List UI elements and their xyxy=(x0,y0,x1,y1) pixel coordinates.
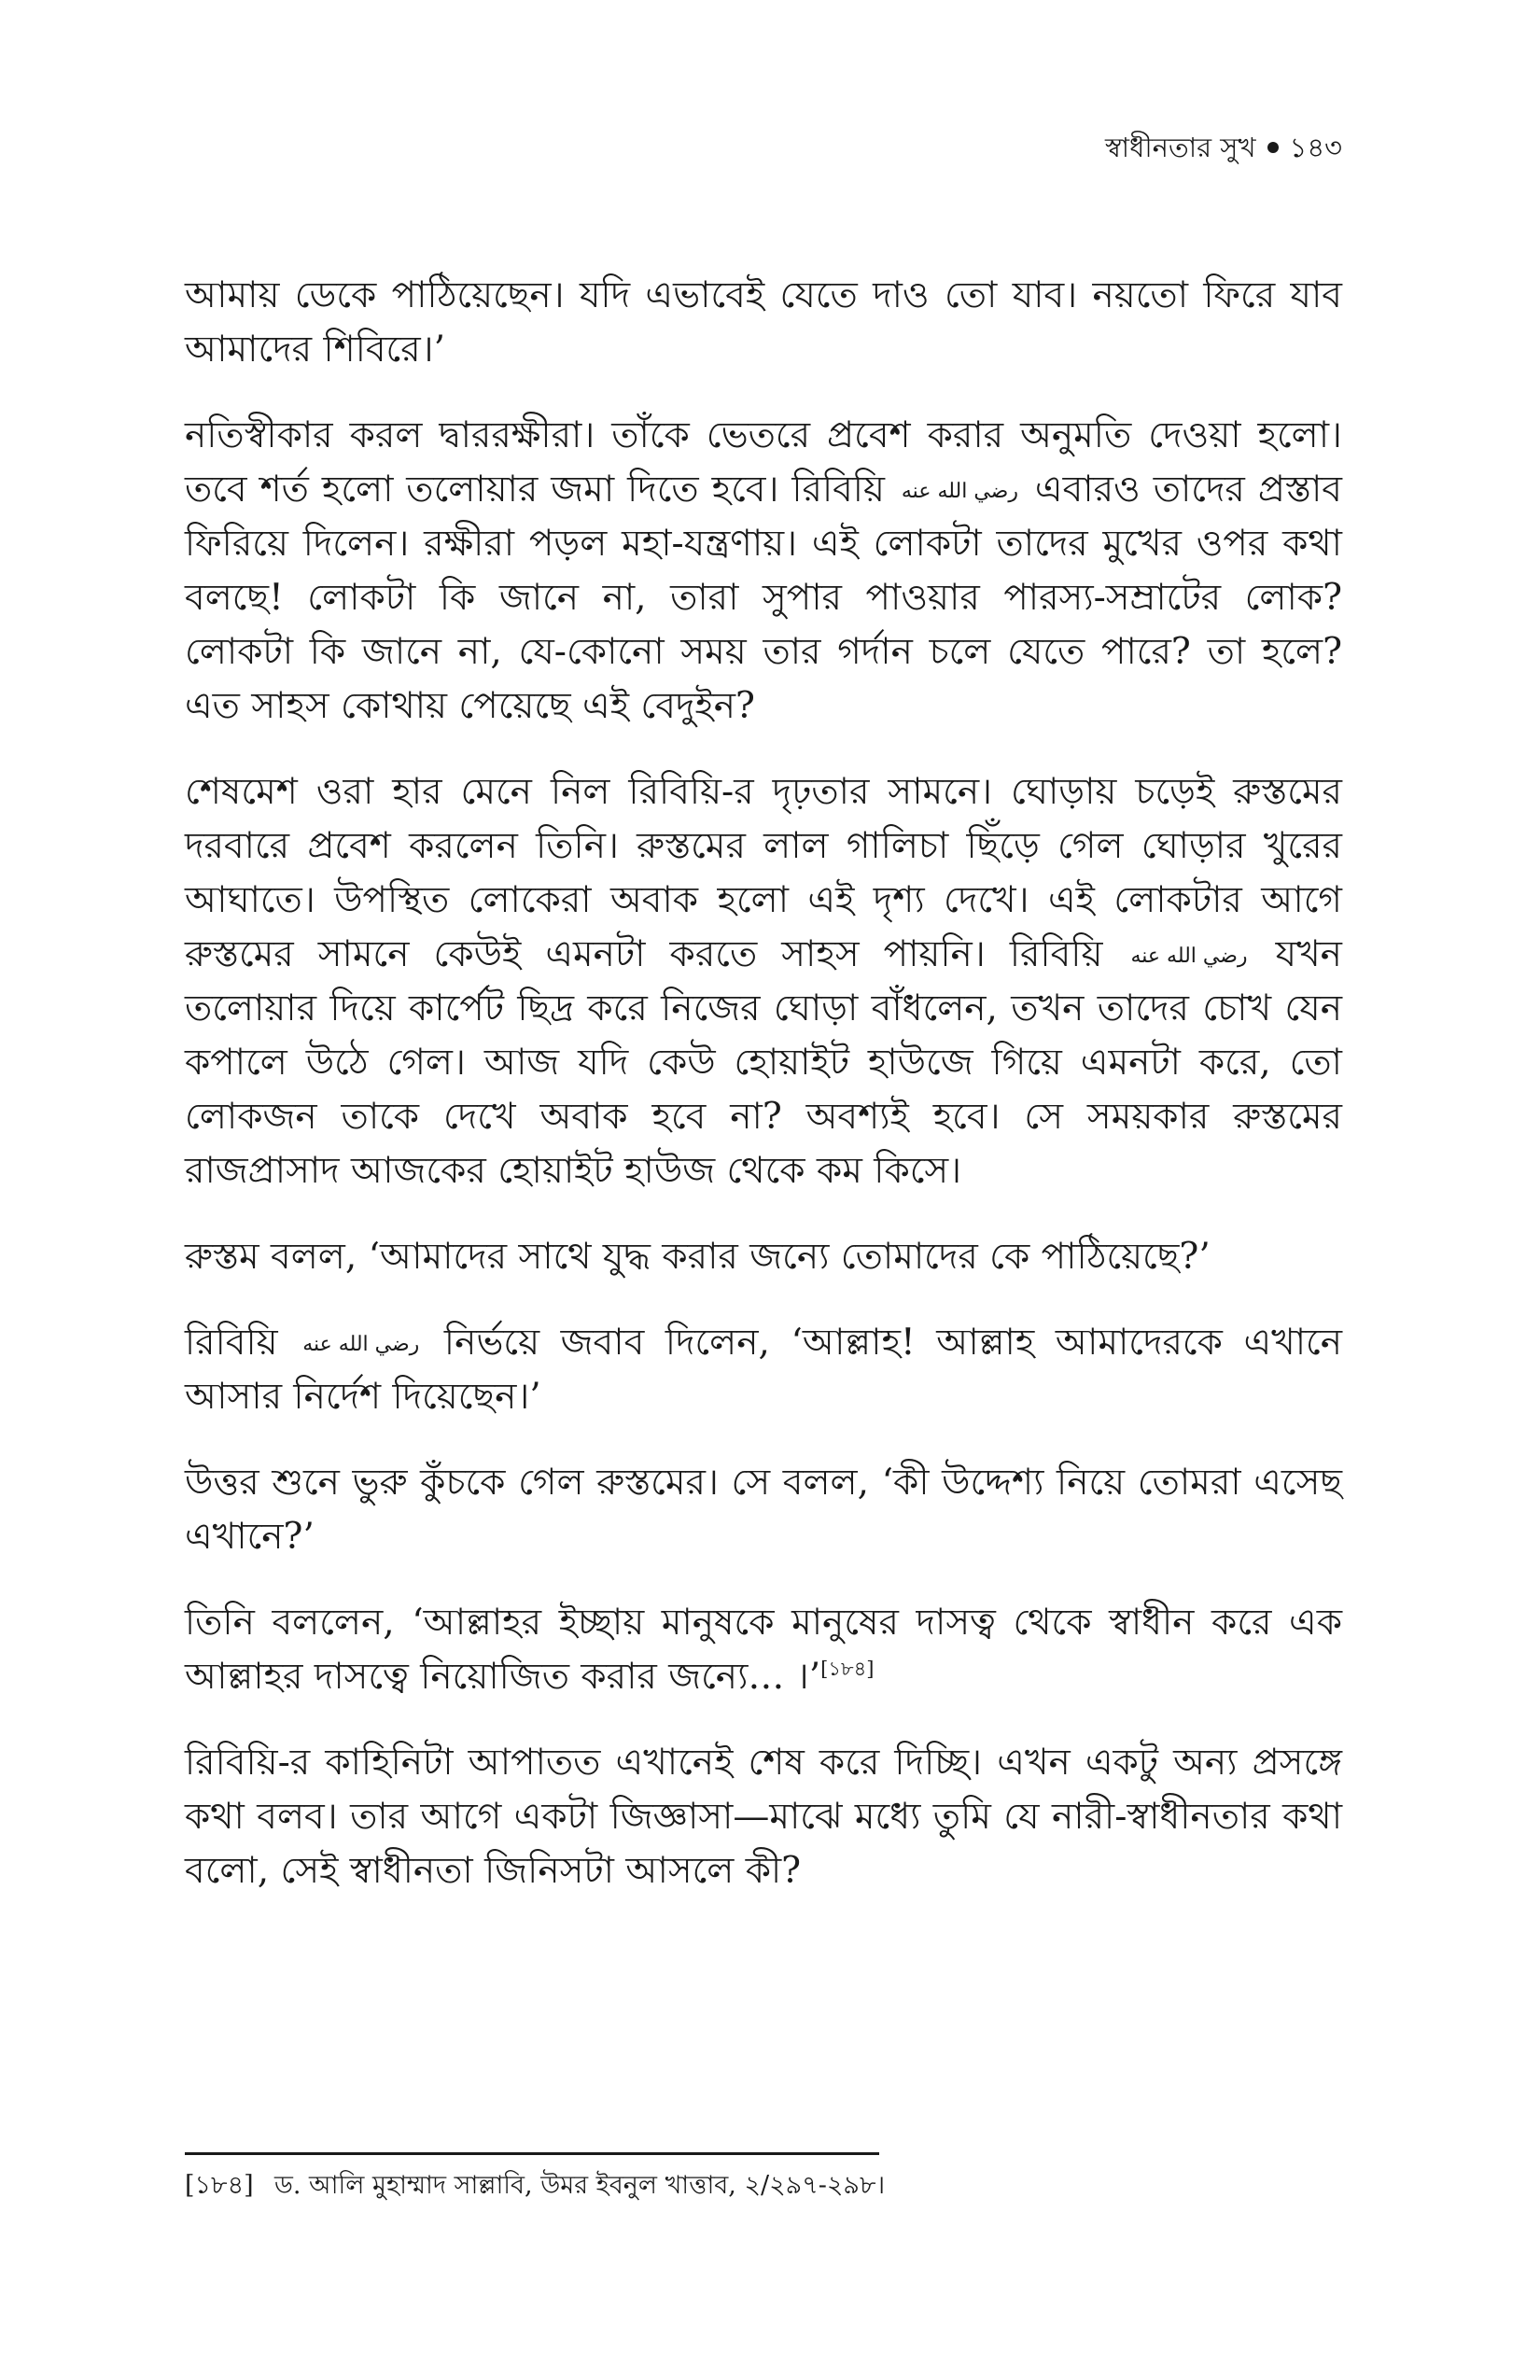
page-number: ১৪৩ xyxy=(1289,132,1342,163)
bullet-separator-icon xyxy=(1267,142,1279,153)
paragraph-6-text: উত্তর শুনে ভুরু কুঁচকে গেল রুস্তমের। সে বলল, ‘কী উদ্দেশ্য নিয়ে তোমরা এসেছ এখানে?’ xyxy=(185,1462,1342,1558)
paragraph-3 xyxy=(185,765,1342,1198)
footnote-reference[interactable]: [১৮৪] xyxy=(820,1658,875,1680)
paragraph-7-text: তিনি বললেন, ‘আল্লাহর ইচ্ছায় মানুষকে মানুষের দাসত্ব থেকে স্বাধীন করে এক আল্লাহর দাসত্বে নিয়োজিত করার জন্যে… ।’ xyxy=(185,1602,1342,1698)
footnote xyxy=(185,2167,1342,2205)
paragraph-4 xyxy=(185,1230,1342,1284)
paragraph-3-text-a: শেষমেশ ওরা হার মেনে নিল রিবিয়ি-র দৃঢ়তার সামনে। ঘোড়ায় চড়েই রুস্তমের দরবারে প্রবেশ করলেন তিনি। রুস্তমের লাল গালিচা ছিঁড়ে গেল ঘোড়ার খুরের আঘাতে। উপস্থিত লোকেরা অবাক হলো এই দৃশ্য দেখে। এই লোকটার আগে রুস্তমের সামনে কেউই এমনটা করতে সাহস পায়নি। রিবিয়ি xyxy=(185,771,1342,975)
paragraph-6 xyxy=(185,1456,1342,1564)
paragraph-2 xyxy=(185,409,1342,734)
footnote-divider xyxy=(185,2152,879,2155)
paragraph-2-text-b: এবারও তাদের প্রস্তাব ফিরিয়ে দিলেন। রক্ষীরা পড়ল মহা-যন্ত্রণায়। এই লোকটা তাদের মুখের ওপর কথা বলছে! লোকটা কি জানে না, তারা সুপার পাওয়ার পারস্য-সম্রাটের লোক? লোকটা কি জানে না, যে-কোনো সময় তার গর্দান চলে যেতে পারে? তা হলে? এত সাহস কোথায় পেয়েছে এই বেদুইন? xyxy=(185,469,1342,727)
paragraph-7 xyxy=(185,1596,1342,1704)
paragraph-1 xyxy=(185,269,1342,377)
paragraph-2-text-a: নতিস্বীকার করল দ্বাররক্ষীরা। তাঁকে ভেতরে প্রবেশ করার অনুমতি দেওয়া হলো। তবে শর্ত হলো তলোয়ার জমা দিতে হবে। রিবিয়ি xyxy=(185,414,1342,511)
paragraph-3-text-b: যখন তলোয়ার দিয়ে কার্পেট ছিদ্র করে নিজের ঘোড়া বাঁধলেন, তখন তাদের চোখ যেন কপালে উঠে গেল। আজ যদি কেউ হোয়াইট হাউজে গিয়ে এমনটা করে, তো লোকজন তাকে দেখে অবাক হবে না? অবশ্যই হবে। সে সময়কার রুস্তমের রাজপ্রাসাদ আজকের হোয়াইট হাউজ থেকে কম কিসে। xyxy=(185,933,1342,1192)
body-text xyxy=(185,269,1342,1930)
honorific-ligature-icon: رضي الله عنه xyxy=(901,480,1018,503)
paragraph-5-text-b: নির্ভয়ে জবাব দিলেন, ‘আল্লাহ! আল্লাহ আমাদেরকে এখানে আসার নির্দেশ দিয়েছেন।’ xyxy=(185,1322,1343,1418)
paragraph-4-text: রুস্তম বলল, ‘আমাদের সাথে যুদ্ধ করার জন্যে তোমাদের কে পাঠিয়েছে?’ xyxy=(185,1236,1211,1278)
paragraph-5-text-a: রিবিয়ি xyxy=(185,1322,278,1364)
paragraph-8 xyxy=(185,1736,1342,1898)
paragraph-1-text: আমায় ডেকে পাঠিয়েছেন। যদি এভাবেই যেতে দাও তো যাব। নয়তো ফিরে যাব আমাদের শিবিরে।’ xyxy=(185,274,1342,371)
footnote-text: ড. আলি মুহাম্মাদ সাল্লাবি, উমর ইবনুল খাত্তাব, ২/২৯৭-২৯৮। xyxy=(274,2171,886,2200)
paragraph-8-text: রিবিয়ি-র কাহিনিটা আপাতত এখানেই শেষ করে দিচ্ছি। এখন একটু অন্য প্রসঙ্গে কথা বলব। তার আগে একটা জিজ্ঞাসা—মাঝে মধ্যে তুমি যে নারী-স্বাধীনতার কথা বলো, সেই স্বাধীনতা জিনিসটা আসলে কী? xyxy=(185,1742,1342,1892)
running-head xyxy=(1105,129,1342,166)
honorific-ligature-icon: رضي الله عنه xyxy=(302,1333,420,1356)
running-title: স্বাধীনতার সুখ xyxy=(1105,132,1256,163)
honorific-ligature-icon: رضي الله عنه xyxy=(1130,945,1248,968)
footnote-number: [১৮৪] xyxy=(185,2171,254,2200)
paragraph-5 xyxy=(185,1316,1342,1424)
